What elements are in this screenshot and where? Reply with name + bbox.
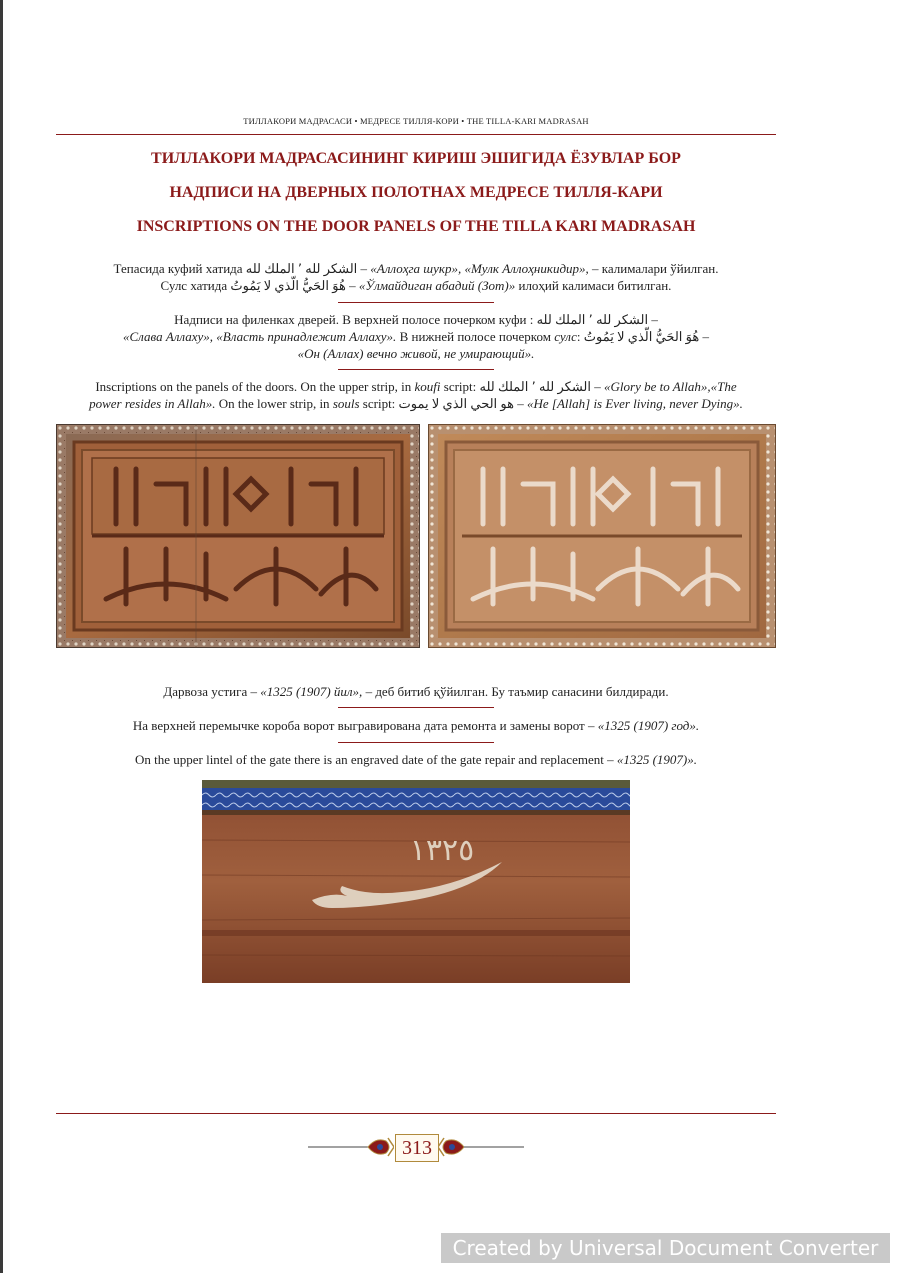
arabic-text: هو الحي الذي لا يموت [398,396,514,411]
title-uzbek: ТИЛЛАКОРИ МАДРАСАСИНИНГ КИРИШ ЭШИГИДА ЁЗУВЛАР БОР [151,150,681,167]
text: – [360,261,368,276]
door-panel-photo-left [56,424,420,648]
text: В нижней полосе почерком [399,329,551,344]
text-italic: «Glory be to Allah»,«The [604,379,737,394]
lintel-date-digits: ١٣٢٥ [409,833,475,868]
separator-rule [338,742,494,743]
arabic-text: الشكر لله ٬ الملك لله [245,261,358,276]
watermark-banner: Created by Universal Document Converter [441,1233,890,1263]
text: – [349,278,356,293]
text: : [576,329,581,344]
footer-rule [56,1113,776,1114]
carved-door-panel-image [56,424,420,648]
text-italic: «1325 (1907)». [616,752,698,767]
text-italic: «1325 (1907) год». [597,718,700,733]
gate-lintel-photo [202,780,630,983]
arabic-text: الشكر لله ٬ الملك لله [479,379,592,394]
text-italic: souls [332,396,360,411]
text: На верхней перемычке короба ворот выгравирована дата ремонта и замены ворот – [132,718,595,733]
text: Дарвоза устига – [163,684,257,699]
ornament-right-icon [438,1136,524,1158]
running-head: ТИЛЛАКОРИ МАДРАСАСИ • МЕДРЕСЕ ТИЛЛЯ-КОРИ • THE TILLA-KARI MADRASAH [243,116,589,126]
page-number: 313 [395,1134,439,1162]
door-panel-photo-right [428,424,776,648]
text-italic: «Он (Аллах) вечно живой, не умирающий». [297,346,535,361]
arabic-text: الشكر لله ٬ الملك لله [536,312,649,327]
text: script: [362,396,396,411]
text: – [594,379,601,394]
ornament-left-icon [308,1136,394,1158]
text: Сулс хатида [160,278,228,293]
arabic-text: هُوَ الحَيُّ الّذي لا يَمُوتُ [583,329,700,344]
paragraph-english [56,378,776,412]
text-italic: «Аллоҳга шукр», «Мулк Аллоҳникидир», [370,261,589,276]
text: – деб битиб қўйилган. Бу таъмир санасини билдиради. [365,684,669,699]
text-italic: «Слава Аллаху», «Власть принадлежит Аллаху». [123,329,397,344]
lintel-inscription-image [202,780,630,983]
text: Надписи на филенках дверей. В верхней полосе почерком куфи : [174,312,534,327]
text-italic: «He [Allah] is Ever living, never Dying». [527,396,743,411]
text: On the upper lintel of the gate there is an engraved date of the gate repair and replacement – [134,752,614,767]
text: script: [443,379,477,394]
text: On the lower strip, in [218,396,330,411]
caption-gate-uzbek [56,683,776,700]
carved-door-panel-image [428,424,776,648]
text: – [702,329,709,344]
arabic-text: هُوَ الحَيُّ الّذي لا يَمُوتُ [230,278,346,293]
text-italic: koufi [414,379,441,394]
page-edge-bar [0,0,3,1273]
paragraph-uzbek [56,260,776,294]
title-english: INSCRIPTIONS ON THE DOOR PANELS OF THE TILLA KARI MADRASAH [136,218,696,235]
title-russian: НАДПИСИ НА ДВЕРНЫХ ПОЛОТНАХ МЕДРЕСЕ ТИЛЛЯ-КАРИ [169,184,663,201]
caption-gate-russian [56,717,776,734]
text-italic: power resides in Allah». [89,396,216,411]
text: – [517,396,524,411]
text: Тепасида куфий хатида [113,261,243,276]
text: – [651,312,658,327]
separator-rule [338,707,494,708]
text-italic: «Ўлмайдиган абадий (Зот)» [358,278,516,293]
text: илоҳий калимаси битилган. [518,278,672,293]
separator-rule [338,369,494,370]
separator-rule [338,302,494,303]
text: Inscriptions on the panels of the doors. On the upper strip, in [95,379,412,394]
text: – калималари ўйилган. [592,261,719,276]
header-rule [56,134,776,135]
text-italic: сулс [554,329,577,344]
paragraph-russian [56,311,776,362]
caption-gate-english [56,751,776,768]
text-italic: «1325 (1907) йил», [260,684,363,699]
